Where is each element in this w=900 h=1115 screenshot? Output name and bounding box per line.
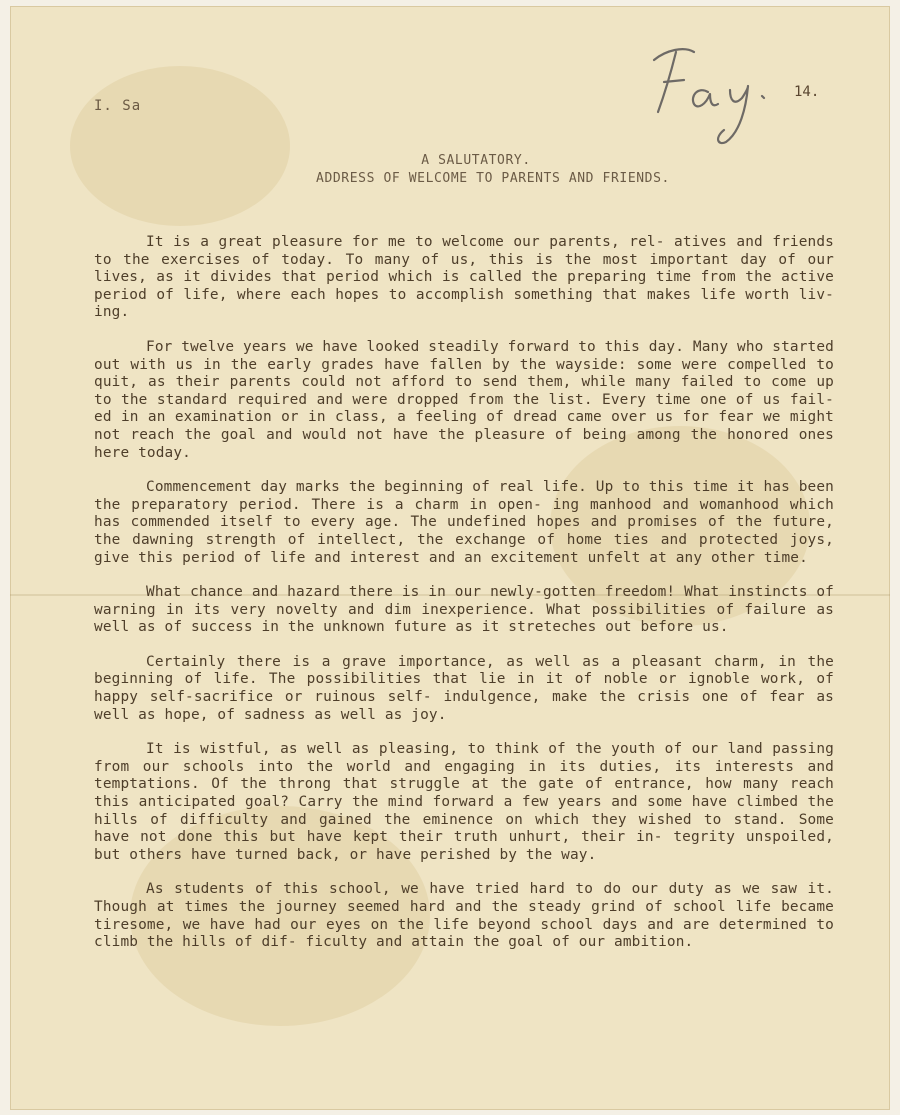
paragraph: Certainly there is a grave importance, as well as a pleasant charm, in the beginning of life. The possibilities that lie in it of noble or ignoble work, of happy self-sacrifice or ruinous self- indulgence, make the crisis one of fear as well as hope, of sadness as well as joy. [94,653,834,723]
heading-line-2: ADDRESS OF WELCOME TO PARENTS AND FRIENDS. [316,171,670,186]
paper-stain [70,66,290,226]
paper-sheet [10,6,890,1110]
page-number: 14. [794,84,820,100]
heading-line-1: A SALUTATORY. [421,153,531,168]
paragraph: It is wistful, as well as pleasing, to think of the youth of our land passing from our schools into the world and engaging in its duties, its interests and temptations. Of the throng that struggle at the gate of entrance, how many reach this anticipated goal? Carry the mind forward a few years and some have climbed the hills of difficulty and gained the eminence on which they wished to stand. Some have not done this but have kept their truth unhurt, their in- tegrity unspoiled, but others have turned back, or have perished by the way. [94,741,834,863]
paragraph: What chance and hazard there is in our newly-gotten freedom! What instincts of warning in its very novelty and dim inexperience. What possibilities of failure as well as of success in the unknown future as it streteches out before us. [94,584,834,636]
handwritten-signature [646,38,806,148]
paragraph: Commencement day marks the beginning of real life. Up to this time it has been the preparatory period. There is a charm in open- ing manhood and womanhood which has commended itself to every age. The undefined hopes and promises of the future, the dawning strength of intellect, the exchange of home ties and protected joys, give this period of life and interest and an excitement unfelt at any other time. [94,479,834,566]
typed-initials: I. Sa [94,98,142,114]
paragraph: It is a great pleasure for me to welcome our parents, rel- atives and friends to the exercises of today. To many of us, this is the most important day of our lives, as it divides that period which is called the preparing time from the active period of life, where each hopes to accomplish something that makes life worth liv- ing. [94,234,834,321]
paragraph: As students of this school, we have tried hard to do our duty as we saw it. Though at times the journey seemed hard and the steady grind of school life became tiresome, we have had our eyes on the life beyond school days and are determined to climb the hills of dif- ficulty and attain the goal of our ambition. [94,881,834,951]
document-heading [10,152,890,188]
address-body [94,234,834,969]
paragraph: For twelve years we have looked steadily forward to this day. Many who started out with us in the early grades have fallen by the wayside: some were compelled to quit, as their parents could not afford to send them, while many failed to come up to the standard required and were dropped from the list. Every time one of us fail- ed in an examination or in class, a feeling of dread came over us for fear we might not reach the goal and would not have the pleasure of being among the honored ones here today. [94,338,834,461]
